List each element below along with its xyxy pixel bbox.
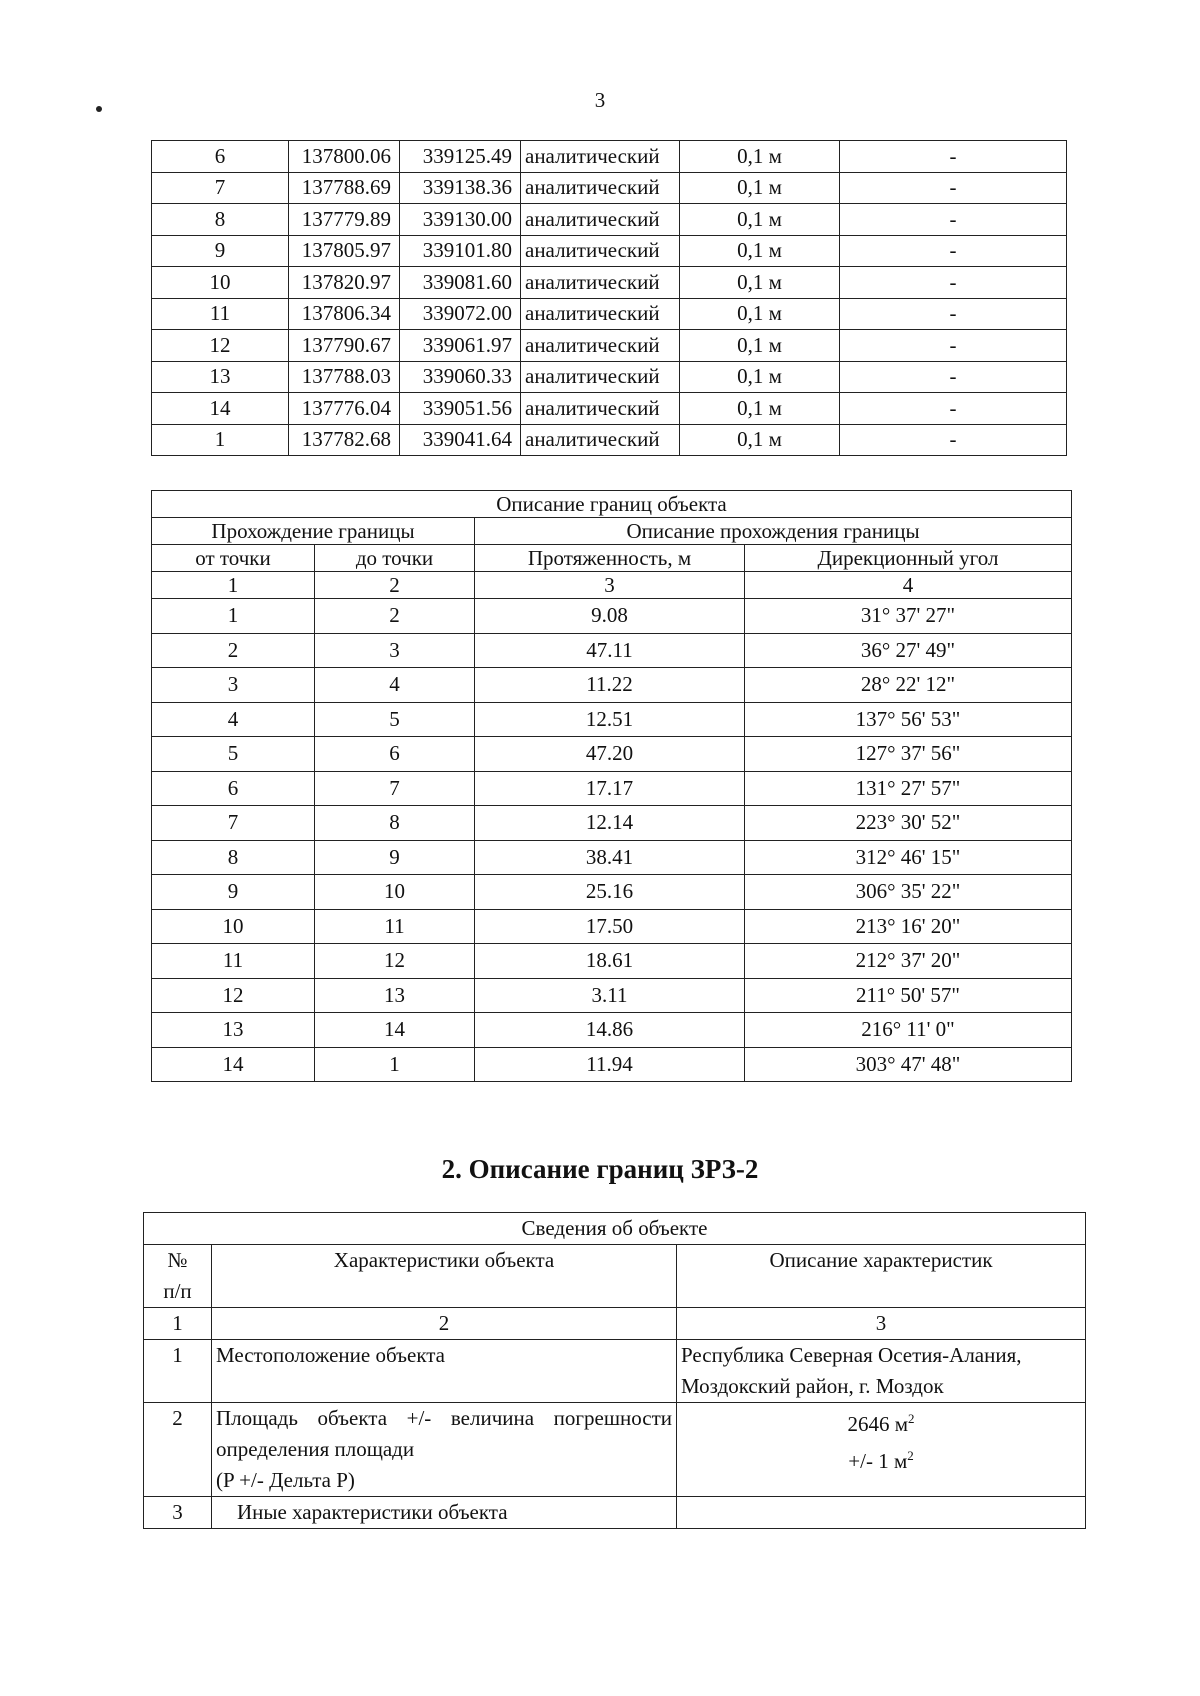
y-coordinate: 339060.33 bbox=[400, 361, 521, 393]
to-point: 7 bbox=[315, 771, 475, 806]
direction-angle: 131° 27' 57" bbox=[745, 771, 1072, 806]
object-info-title: Сведения об объекте bbox=[144, 1213, 1086, 1245]
to-point: 10 bbox=[315, 875, 475, 910]
x-coordinate: 137806.34 bbox=[289, 298, 400, 330]
y-coordinate: 339061.97 bbox=[400, 330, 521, 362]
row-number: 3 bbox=[144, 1497, 212, 1529]
direction-angle: 213° 16' 20" bbox=[745, 909, 1072, 944]
note: - bbox=[840, 267, 1067, 299]
segment-length: 17.17 bbox=[475, 771, 745, 806]
accuracy: 0,1 м bbox=[680, 235, 840, 267]
coordinate-row bbox=[152, 267, 1067, 299]
boundary-row bbox=[152, 875, 1072, 910]
coordinate-row bbox=[152, 393, 1067, 425]
segment-length: 11.94 bbox=[475, 1047, 745, 1082]
other-characteristics-label: Иные характеристики объекта bbox=[212, 1497, 677, 1529]
column-number: 4 bbox=[745, 572, 1072, 599]
y-coordinate: 339101.80 bbox=[400, 235, 521, 267]
determination-method: аналитический bbox=[521, 424, 680, 456]
point-number: 12 bbox=[152, 330, 289, 362]
point-number: 8 bbox=[152, 204, 289, 236]
column-number: 3 bbox=[677, 1308, 1086, 1340]
boundary-row bbox=[152, 668, 1072, 703]
point-number: 7 bbox=[152, 172, 289, 204]
accuracy: 0,1 м bbox=[680, 204, 840, 236]
coordinate-row bbox=[152, 330, 1067, 362]
determination-method: аналитический bbox=[521, 204, 680, 236]
from-point: 5 bbox=[152, 737, 315, 772]
direction-angle: 127° 37' 56" bbox=[745, 737, 1072, 772]
coordinate-row bbox=[152, 298, 1067, 330]
to-point: 4 bbox=[315, 668, 475, 703]
accuracy: 0,1 м bbox=[680, 361, 840, 393]
column-number: 2 bbox=[315, 572, 475, 599]
note: - bbox=[840, 235, 1067, 267]
note: - bbox=[840, 361, 1067, 393]
determination-method: аналитический bbox=[521, 330, 680, 362]
to-point: 8 bbox=[315, 806, 475, 841]
boundary-row bbox=[152, 737, 1072, 772]
tolerance-superscript: 2 bbox=[907, 1448, 914, 1463]
to-point: 14 bbox=[315, 1013, 475, 1048]
area-superscript: 2 bbox=[908, 1411, 915, 1426]
from-point-header: от точки bbox=[152, 545, 315, 572]
accuracy: 0,1 м bbox=[680, 267, 840, 299]
x-coordinate: 137820.97 bbox=[289, 267, 400, 299]
determination-method: аналитический bbox=[521, 267, 680, 299]
note: - bbox=[840, 424, 1067, 456]
column-number: 3 bbox=[475, 572, 745, 599]
passage-header: Прохождение границы bbox=[152, 518, 475, 545]
to-point: 1 bbox=[315, 1047, 475, 1082]
from-point: 6 bbox=[152, 771, 315, 806]
from-point: 1 bbox=[152, 599, 315, 634]
x-coordinate: 137779.89 bbox=[289, 204, 400, 236]
boundary-row bbox=[152, 771, 1072, 806]
y-coordinate: 339072.00 bbox=[400, 298, 521, 330]
boundary-row bbox=[152, 909, 1072, 944]
characteristics-header: Характеристики объекта bbox=[212, 1245, 677, 1308]
from-point: 8 bbox=[152, 840, 315, 875]
x-coordinate: 137776.04 bbox=[289, 393, 400, 425]
boundary-row bbox=[152, 944, 1072, 979]
y-coordinate: 339051.56 bbox=[400, 393, 521, 425]
from-point: 9 bbox=[152, 875, 315, 910]
direction-angle: 211° 50' 57" bbox=[745, 978, 1072, 1013]
boundary-table bbox=[151, 490, 1072, 1082]
area-value bbox=[677, 1403, 1086, 1497]
area-amount: 2646 м bbox=[847, 1412, 909, 1436]
point-number: 1 bbox=[152, 424, 289, 456]
number-header: № п/п bbox=[144, 1245, 212, 1308]
boundary-row bbox=[152, 806, 1072, 841]
direction-angle: 36° 27' 49" bbox=[745, 633, 1072, 668]
location-label: Местоположение объекта bbox=[212, 1340, 677, 1403]
row-number: 2 bbox=[144, 1403, 212, 1497]
to-point: 5 bbox=[315, 702, 475, 737]
point-number: 14 bbox=[152, 393, 289, 425]
determination-method: аналитический bbox=[521, 141, 680, 173]
segment-length: 17.50 bbox=[475, 909, 745, 944]
direction-angle: 31° 37' 27" bbox=[745, 599, 1072, 634]
determination-method: аналитический bbox=[521, 393, 680, 425]
direction-angle: 306° 35' 22" bbox=[745, 875, 1072, 910]
point-number: 6 bbox=[152, 141, 289, 173]
note: - bbox=[840, 141, 1067, 173]
from-point: 14 bbox=[152, 1047, 315, 1082]
boundary-row bbox=[152, 702, 1072, 737]
segment-length: 12.14 bbox=[475, 806, 745, 841]
y-coordinate: 339125.49 bbox=[400, 141, 521, 173]
page-number: 3 bbox=[594, 88, 606, 112]
boundary-row bbox=[152, 1047, 1072, 1082]
note: - bbox=[840, 172, 1067, 204]
determination-method: аналитический bbox=[521, 235, 680, 267]
x-coordinate: 137788.03 bbox=[289, 361, 400, 393]
column-number: 1 bbox=[152, 572, 315, 599]
description-header: Описание характеристик bbox=[677, 1245, 1086, 1308]
accuracy: 0,1 м bbox=[680, 172, 840, 204]
boundary-row bbox=[152, 840, 1072, 875]
coordinate-row bbox=[152, 424, 1067, 456]
accuracy: 0,1 м bbox=[680, 393, 840, 425]
note: - bbox=[840, 298, 1067, 330]
segment-length: 11.22 bbox=[475, 668, 745, 703]
point-number: 9 bbox=[152, 235, 289, 267]
segment-length: 18.61 bbox=[475, 944, 745, 979]
segment-length: 14.86 bbox=[475, 1013, 745, 1048]
from-point: 10 bbox=[152, 909, 315, 944]
y-coordinate: 339041.64 bbox=[400, 424, 521, 456]
scan-dot bbox=[96, 106, 102, 112]
note: - bbox=[840, 204, 1067, 236]
segment-length: 9.08 bbox=[475, 599, 745, 634]
segment-length: 38.41 bbox=[475, 840, 745, 875]
segment-length: 47.20 bbox=[475, 737, 745, 772]
other-characteristics-value bbox=[677, 1497, 1086, 1529]
coordinate-row bbox=[152, 204, 1067, 236]
accuracy: 0,1 м bbox=[680, 330, 840, 362]
to-point-header: до точки bbox=[315, 545, 475, 572]
determination-method: аналитический bbox=[521, 298, 680, 330]
direction-angle: 137° 56' 53" bbox=[745, 702, 1072, 737]
point-number: 11 bbox=[152, 298, 289, 330]
x-coordinate: 137788.69 bbox=[289, 172, 400, 204]
segment-length: 12.51 bbox=[475, 702, 745, 737]
section-heading: 2. Описание границ ЗРЗ-2 bbox=[441, 1154, 759, 1184]
point-number: 10 bbox=[152, 267, 289, 299]
column-number: 2 bbox=[212, 1308, 677, 1340]
passage-desc-header: Описание прохождения границы bbox=[475, 518, 1072, 545]
coordinate-row bbox=[152, 361, 1067, 393]
direction-angle: 212° 37' 20" bbox=[745, 944, 1072, 979]
direction-angle: 216° 11' 0" bbox=[745, 1013, 1072, 1048]
accuracy: 0,1 м bbox=[680, 298, 840, 330]
x-coordinate: 137800.06 bbox=[289, 141, 400, 173]
to-point: 6 bbox=[315, 737, 475, 772]
coordinate-row bbox=[152, 141, 1067, 173]
y-coordinate: 339138.36 bbox=[400, 172, 521, 204]
boundary-title: Описание границ объекта bbox=[152, 491, 1072, 518]
to-point: 2 bbox=[315, 599, 475, 634]
coordinate-row bbox=[152, 235, 1067, 267]
from-point: 13 bbox=[152, 1013, 315, 1048]
segment-length: 47.11 bbox=[475, 633, 745, 668]
note: - bbox=[840, 330, 1067, 362]
length-header: Протяженность, м bbox=[475, 545, 745, 572]
boundary-row bbox=[152, 978, 1072, 1013]
location-value: Республика Северная Осетия-Алания, Моздокский район, г. Моздок bbox=[677, 1340, 1086, 1403]
accuracy: 0,1 м bbox=[680, 424, 840, 456]
direction-angle: 223° 30' 52" bbox=[745, 806, 1072, 841]
from-point: 3 bbox=[152, 668, 315, 703]
segment-length: 3.11 bbox=[475, 978, 745, 1013]
coordinates-table bbox=[151, 140, 1067, 456]
to-point: 3 bbox=[315, 633, 475, 668]
y-coordinate: 339081.60 bbox=[400, 267, 521, 299]
from-point: 7 bbox=[152, 806, 315, 841]
row-number: 1 bbox=[144, 1340, 212, 1403]
x-coordinate: 137790.67 bbox=[289, 330, 400, 362]
to-point: 12 bbox=[315, 944, 475, 979]
direction-angle: 303° 47' 48" bbox=[745, 1047, 1072, 1082]
segment-length: 25.16 bbox=[475, 875, 745, 910]
determination-method: аналитический bbox=[521, 361, 680, 393]
x-coordinate: 137782.68 bbox=[289, 424, 400, 456]
area-tolerance: +/- 1 м bbox=[848, 1449, 908, 1473]
boundary-row bbox=[152, 599, 1072, 634]
determination-method: аналитический bbox=[521, 172, 680, 204]
from-point: 11 bbox=[152, 944, 315, 979]
x-coordinate: 137805.97 bbox=[289, 235, 400, 267]
point-number: 13 bbox=[152, 361, 289, 393]
to-point: 11 bbox=[315, 909, 475, 944]
to-point: 13 bbox=[315, 978, 475, 1013]
coordinate-row bbox=[152, 172, 1067, 204]
boundary-row bbox=[152, 633, 1072, 668]
area-label: Площадь объекта +/- величина погрешности определения площади (P +/- Дельта P) bbox=[212, 1403, 677, 1497]
angle-header: Дирекционный угол bbox=[745, 545, 1072, 572]
y-coordinate: 339130.00 bbox=[400, 204, 521, 236]
accuracy: 0,1 м bbox=[680, 141, 840, 173]
note: - bbox=[840, 393, 1067, 425]
direction-angle: 312° 46' 15" bbox=[745, 840, 1072, 875]
direction-angle: 28° 22' 12" bbox=[745, 668, 1072, 703]
from-point: 12 bbox=[152, 978, 315, 1013]
to-point: 9 bbox=[315, 840, 475, 875]
column-number: 1 bbox=[144, 1308, 212, 1340]
boundary-row bbox=[152, 1013, 1072, 1048]
from-point: 4 bbox=[152, 702, 315, 737]
object-info-table bbox=[143, 1212, 1086, 1529]
from-point: 2 bbox=[152, 633, 315, 668]
